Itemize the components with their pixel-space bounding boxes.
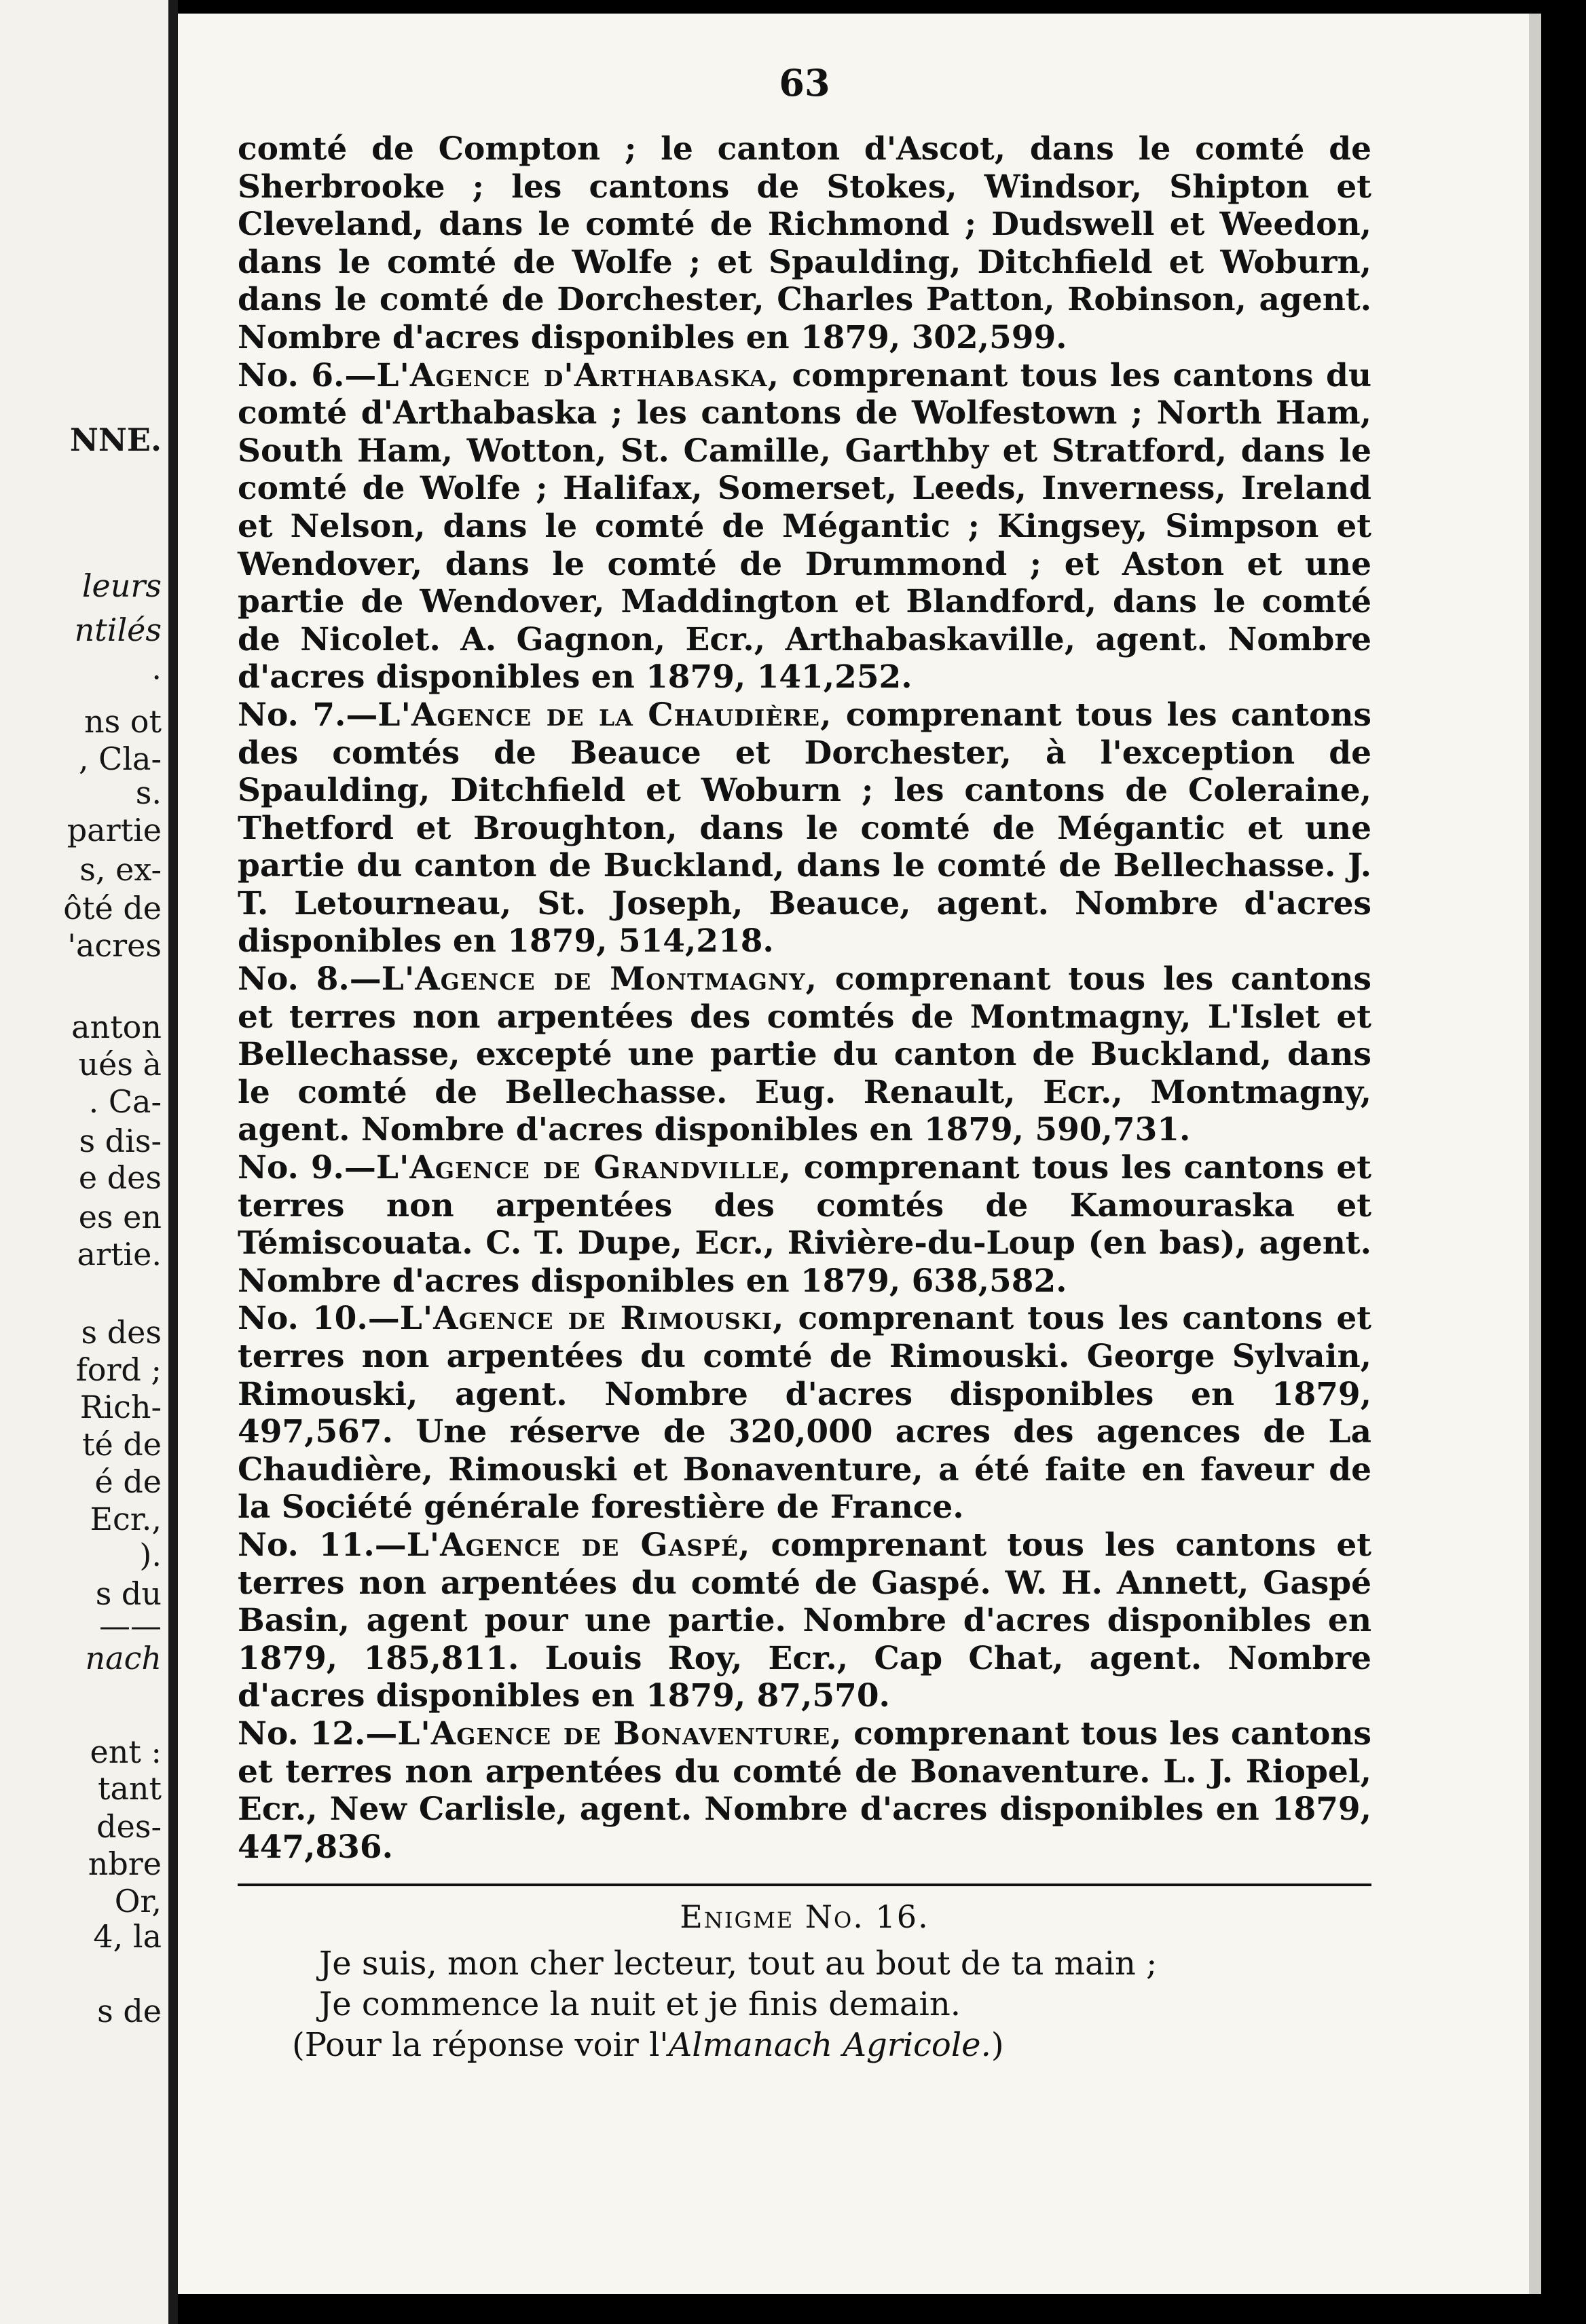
agency-description: comprenant tous les cantons et terres non arpentées du comté de Gaspé. W. H. Annett, Gaspé Basin, agent pour une partie. Nombre d'acres disponibles en 1879, 185,811. Louis Roy, Ecr., Cap Chat, agent. Nombre d'acres disponibles en 1879, 87,570. [238, 1526, 1371, 1715]
left-page-edge [0, 0, 168, 2324]
agency-number: No. 6.— [238, 356, 377, 394]
right-page [178, 14, 1541, 2294]
left-page-fragment: , Cla- [78, 741, 162, 777]
left-page-fragment: té de [82, 1426, 162, 1463]
left-page-fragment: leurs [81, 567, 162, 604]
agency-entry [238, 1715, 1371, 1866]
enigme-line-2: Je commence la nuit et je finis demain. [319, 1985, 961, 2024]
agency-name: L'Agence de Gaspé, [406, 1526, 751, 1564]
enigme-line-1: Je suis, mon cher lecteur, tout au bout de ta main ; [319, 1945, 1158, 1983]
agency-number: No. 8.— [238, 960, 382, 998]
left-page-fragment: ns ot [84, 703, 162, 740]
agency-number: No. 11.— [238, 1526, 407, 1564]
agency-number: No. 9.— [238, 1149, 376, 1187]
agency-name: L'Agence de Rimouski, [399, 1300, 785, 1338]
left-page-fragment: ford ; [75, 1351, 162, 1388]
left-page-fragment: partie [67, 812, 162, 848]
intro-paragraph [238, 130, 1371, 357]
agency-entry [238, 696, 1371, 960]
agency-entry [238, 1300, 1371, 1526]
agency-list [238, 357, 1371, 1867]
left-page-fragment: des- [96, 1808, 162, 1845]
left-page-fragment: nach [85, 1640, 162, 1676]
left-page-fragment: · [151, 659, 162, 696]
left-page-fragment: . Ca- [88, 1083, 162, 1120]
agency-entry [238, 1526, 1371, 1715]
left-page-fragment: nbre [88, 1845, 162, 1882]
agency-entry [238, 1149, 1371, 1300]
left-page-fragment: ués à [78, 1046, 162, 1083]
agency-name: L'Agence de la Chaudière, [377, 696, 832, 734]
left-page-fragment: s, ex- [79, 851, 162, 888]
section-divider [238, 1883, 1371, 1886]
agency-description: comprenant tous les cantons et terres non arpentées du comté de Rimouski. George Sylvain, Rimouski, agent. Nombre d'acres disponibles en 1879, 497,567. Une réserve de 320,000 acres des agences de La Chaudière, Rimouski et Bonaventure, a été faite en faveur de la Société générale forestière de France. [238, 1300, 1372, 1526]
agency-description: comprenant tous les cantons et terres non arpentées des comtés de Kamouraska et Témiscouata. C. T. Dupe, Ecr., Rivière-du-Loup (en bas), agent. Nombre d'acres disponibles en 1879, 638,582. [238, 1149, 1372, 1300]
left-page-fragment: Rich- [79, 1389, 162, 1425]
agency-description: comprenant tous les cantons du comté d'Arthabaska ; les cantons de Wolfestown ; North Ham, South Ham, Wotton, St. Camille, Garthby et Stratford, dans le comté de Wolfe ; Halifax, Somerset, Leeds, Inverness, Ireland et Nelson, dans le comté de Mégantic ; Kingsey, Simpson et Wendover, dans le comté de Drummond ; et Aston et une partie de Wendover, Maddington et Blandford, dans le comté de Nicolet. A. Gagnon, Ecr., Arthabaskaville, agent. Nombre d'acres disponibles en 1879, 141,252. [238, 356, 1371, 696]
note-close: ) [991, 2026, 1004, 2065]
agency-number: No. 7.— [238, 696, 378, 734]
left-page-fragment: é de [94, 1463, 162, 1500]
left-page-fragment: 'acres [67, 927, 162, 964]
book-gutter [168, 0, 178, 2324]
left-page-fragment: e des [78, 1159, 162, 1196]
left-page-fragment: tant [97, 1770, 162, 1807]
page-number: 63 [779, 61, 830, 105]
left-page-fragment: s. [135, 774, 162, 811]
agency-number: No. 10.— [238, 1300, 400, 1338]
agency-entry [238, 960, 1371, 1149]
left-page-fragment: NNE. [69, 421, 162, 458]
enigme-answer-note [292, 2025, 1371, 2065]
left-page-fragment: ent : [90, 1733, 162, 1770]
left-page-fragment: —— [99, 1607, 162, 1644]
agency-number: No. 12.— [238, 1714, 398, 1753]
left-page-fragment: Ecr., [90, 1501, 162, 1537]
agency-name: L'Agence de Grandville, [375, 1149, 792, 1187]
left-page-fragment: anton [71, 1009, 162, 1045]
left-page-fragment: s de [97, 1993, 162, 2029]
agency-description: comprenant tous les cantons et terres non arpentées des comtés de Montmagny, L'Islet et Bellechasse, excepté une partie du canton de Buckland, dans le comté de Bellechasse. Eug. Renault, Ecr., Montmagny, agent. Nombre d'acres disponibles en 1879, 590,731. [238, 960, 1371, 1149]
left-page-fragment: ôté de [63, 890, 162, 926]
left-page-fragment: artie. [77, 1236, 162, 1273]
left-page-fragment: ntilés [74, 612, 162, 648]
agency-description: comprenant tous les cantons des comtés de Beauce et Dorchester, à l'exception de Spaulding, Ditchfield et Woburn ; les cantons de Coleraine, Thetford et Broughton, dans le comté de Mégantic et une partie du canton de Buckland, dans le comté de Bellechasse. J. T. Letourneau, St. Joseph, Beauce, agent. Nombre d'acres disponibles en 1879, 514,218. [238, 696, 1372, 960]
left-page-fragment: Or, [114, 1883, 162, 1919]
left-page-fragment: s dis- [79, 1123, 162, 1159]
note-open: (Pour la réponse voir l' [292, 2026, 669, 2065]
agency-name: L'Agence de Montmagny, [381, 960, 817, 998]
left-page-fragment: es en [78, 1199, 162, 1235]
left-page-fragment: s des [81, 1314, 162, 1351]
agency-description: comprenant tous les cantons et terres non arpentées du comté de Bonaventure. L. J. Riopel, Ecr., New Carlisle, agent. Nombre d'acres disponibles en 1879, 447,836. [238, 1714, 1371, 1866]
agency-name: L'Agence d'Arthabaska, [376, 356, 779, 394]
agency-name: L'Agence de Bonaventure, [397, 1714, 843, 1753]
agency-entry [238, 357, 1371, 696]
page-content [238, 61, 1371, 2065]
intro-text: comté de Compton ; le canton d'Ascot, dans le comté de Sherbrooke ; les cantons de Stokes, Windsor, Shipton et Cleveland, dans le comté de Richmond ; Dudswell et Weedon, dans le comté de Wolfe ; et Spaulding, Ditchfield et Woburn, dans le comté de Dorchester, Charles Patton, Robinson, agent. Nombre d'acres disponibles en 1879, 302,599. [238, 130, 1371, 356]
enigme-title: Enigme No. 16. [680, 1898, 929, 1936]
note-italic: Almanach Agricole. [668, 2026, 991, 2065]
left-page-fragment: s du [95, 1575, 162, 1612]
left-page-fragment: 4, la [93, 1918, 162, 1955]
left-page-fragment: ). [139, 1537, 162, 1573]
